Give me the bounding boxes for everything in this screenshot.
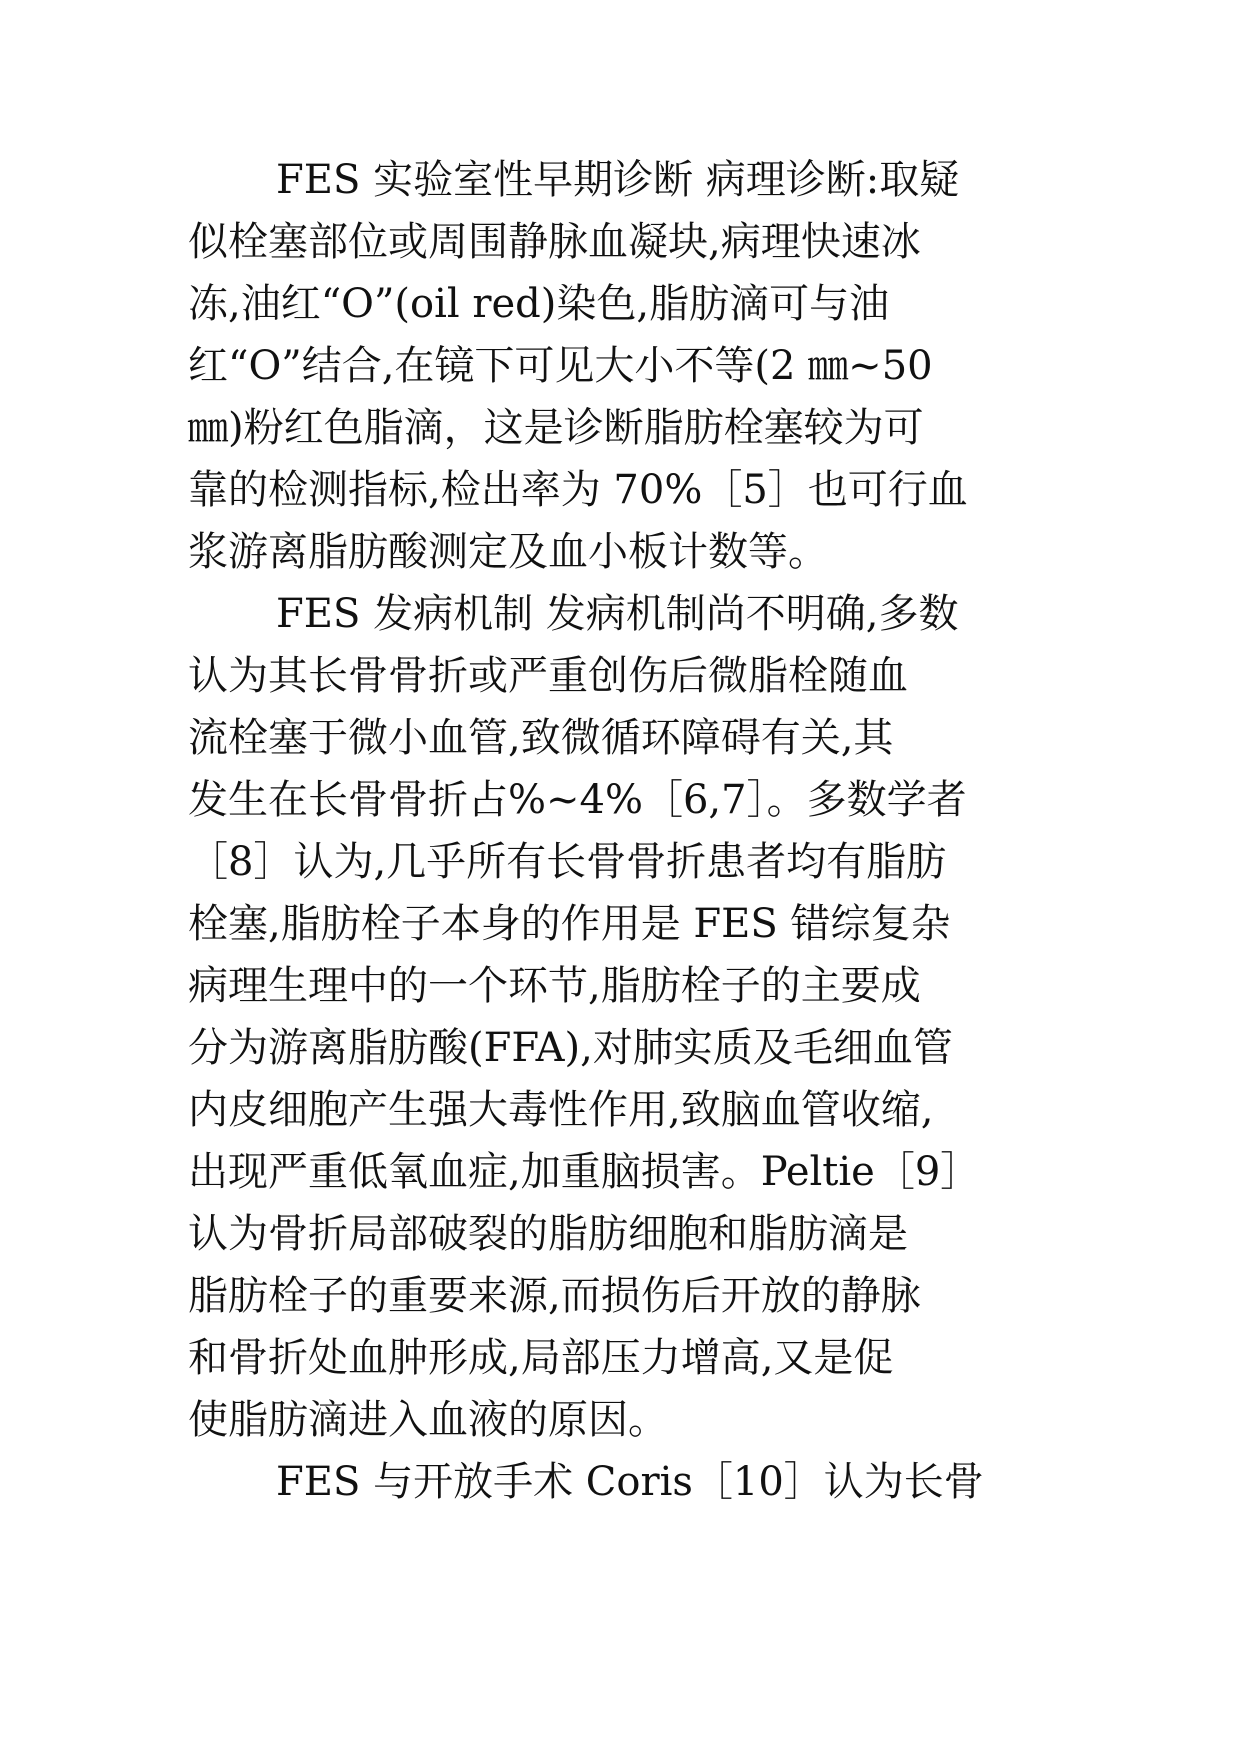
paragraph-2-line-12: 脂肪栓子的重要来源,而损伤后开放的静脉 [188, 1273, 921, 1319]
paragraph-1-line-2: 似栓塞部位或周围静脉血凝块,病理快速冰 [188, 219, 921, 265]
paragraph-2-line-8: 分为游离脂肪酸(FFA),对肺实质及毛细血管 [188, 1025, 953, 1071]
paragraph-2-line-11: 认为骨折局部破裂的脂肪细胞和脂肪滴是 [188, 1211, 908, 1257]
paragraph-1-line-6: 靠的检测指标,检出率为 70%［5］也可行血 [188, 467, 968, 513]
paragraph-2-line-5: ［8］认为,几乎所有长骨骨折患者均有脂肪 [188, 839, 947, 885]
paragraph-3-line-1: FES 与开放手术 Coris［10］认为长骨 [276, 1459, 984, 1505]
paragraph-2-line-2: 认为其长骨骨折或严重创伤后微脂栓随血 [188, 653, 908, 699]
paragraph-2-line-3: 流栓塞于微小血管,致微循环障碍有关,其 [188, 715, 894, 761]
paragraph-2-line-9: 内皮细胞产生强大毒性作用,致脑血管收缩, [188, 1087, 934, 1133]
paragraph-2-line-7: 病理生理中的一个环节,脂肪栓子的主要成 [188, 963, 921, 1009]
paragraph-1-line-1: FES 实验室性早期诊断 病理诊断:取疑 [276, 157, 960, 203]
paragraph-1-line-3: 冻,油红“O”(oil red)染色,脂肪滴可与油 [188, 281, 890, 327]
paragraph-2-line-14: 使脂肪滴进入血液的原因。 [188, 1397, 668, 1443]
paragraph-2-line-13: 和骨折处血肿形成,局部压力增高,又是促 [188, 1335, 894, 1381]
paragraph-1-line-5: ㎜)粉红色脂滴，这是诊断脂肪栓塞较为可 [188, 405, 924, 451]
paragraph-2-line-6: 栓塞,脂肪栓子本身的作用是 FES 错综复杂 [188, 901, 951, 947]
paragraph-1-line-4: 红“O”结合,在镜下可见大小不等(2 ㎜~50 [188, 343, 933, 389]
paragraph-2-line-10: 出现严重低氧血症,加重脑损害。Peltie［9］ [188, 1149, 981, 1195]
paragraph-1-line-7: 浆游离脂肪酸测定及血小板计数等。 [188, 529, 828, 575]
paragraph-2-line-4: 发生在长骨骨折占%~4%［6,7］。多数学者 [188, 777, 967, 823]
paragraph-2-line-1: FES 发病机制 发病机制尚不明确,多数 [276, 591, 959, 637]
